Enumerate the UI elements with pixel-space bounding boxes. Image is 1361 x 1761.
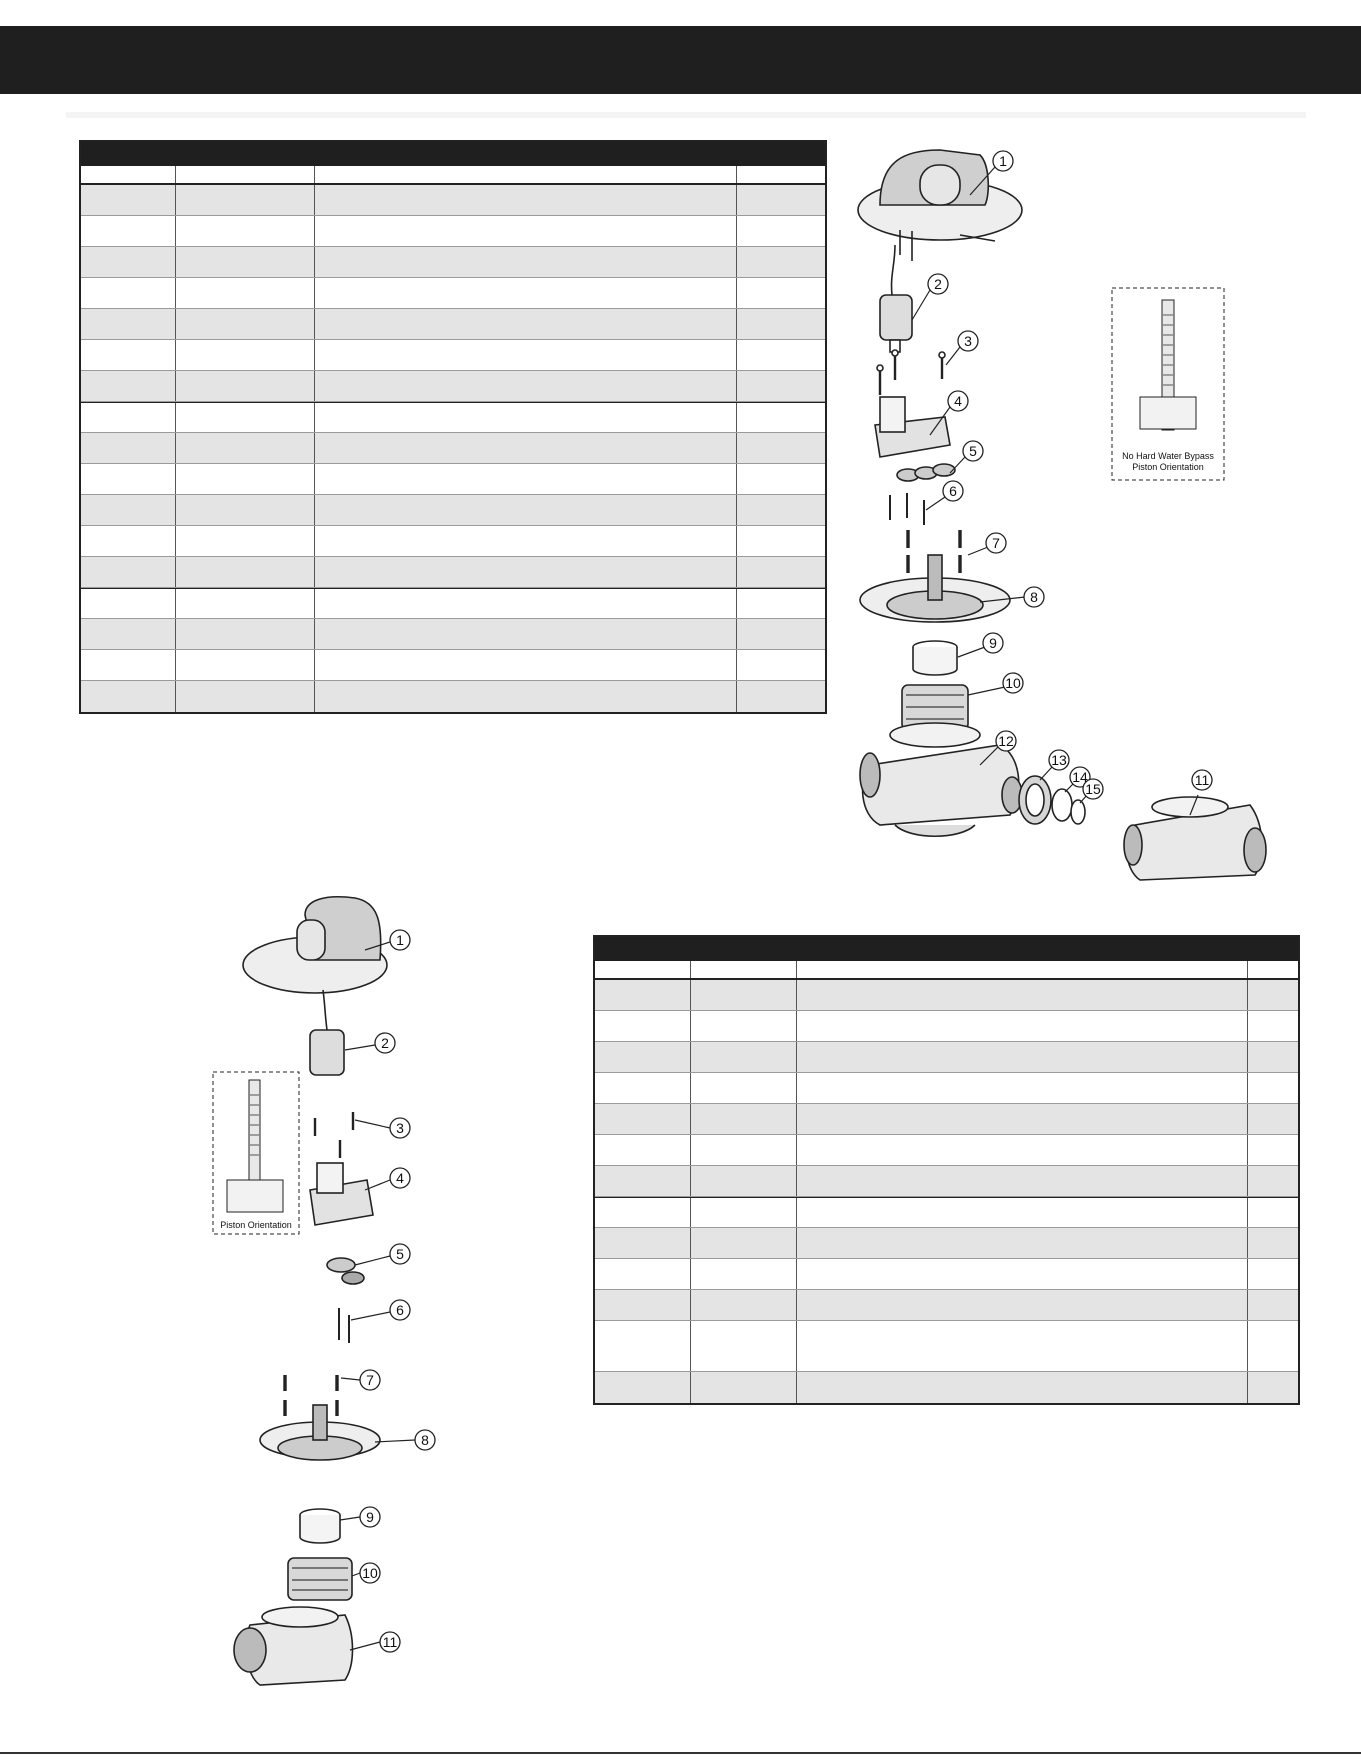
table-row — [81, 185, 825, 216]
header-cell — [1248, 961, 1298, 978]
table-row — [595, 1372, 1298, 1403]
table-row — [81, 247, 825, 278]
drive-cap-icon — [260, 1405, 380, 1460]
drive-bracket-icon — [310, 1163, 373, 1225]
exploded-diagram-top — [850, 135, 1310, 895]
callout-11: 11 — [1194, 772, 1210, 788]
motor-icon — [880, 245, 912, 352]
gear-icon — [327, 1258, 364, 1284]
table-row — [81, 371, 825, 402]
table-row — [595, 1135, 1298, 1166]
table-row — [595, 1290, 1298, 1321]
table-title-bar — [595, 937, 1298, 961]
table-row — [595, 1166, 1298, 1197]
callout-7: 7 — [992, 535, 1000, 551]
table-row — [81, 557, 825, 588]
piston-orientation-note — [213, 1072, 299, 1234]
spacer-icon — [913, 641, 957, 675]
header-cell — [737, 166, 825, 183]
table-row — [81, 495, 825, 526]
callout-7: 7 — [366, 1372, 374, 1388]
table-title-bar — [81, 142, 825, 166]
drive-bracket-icon — [875, 397, 950, 457]
header-cell — [81, 166, 176, 183]
callout-13: 13 — [1051, 752, 1067, 768]
header-rule — [66, 112, 1306, 118]
header-cell — [176, 166, 315, 183]
callout-6: 6 — [396, 1302, 404, 1318]
table-row — [595, 980, 1298, 1011]
table-row — [595, 1259, 1298, 1290]
table-row — [81, 464, 825, 495]
callout-10: 10 — [1005, 675, 1021, 691]
table-row — [81, 681, 825, 712]
callout-5: 5 — [396, 1246, 404, 1262]
pin-icon — [890, 493, 924, 525]
screw-icon — [877, 350, 945, 395]
screw-icon — [285, 1375, 337, 1416]
motor-icon — [310, 990, 344, 1075]
table-row — [595, 1011, 1298, 1042]
callout-2: 2 — [381, 1035, 389, 1051]
parts-table-top — [79, 140, 827, 714]
exploded-diagram-bottom — [205, 880, 505, 1700]
nut-icon — [1019, 776, 1051, 824]
table-row — [81, 588, 825, 619]
motor-housing-icon — [243, 897, 387, 993]
table-row — [81, 619, 825, 650]
table-row — [81, 309, 825, 340]
callout-1: 1 — [396, 932, 404, 948]
ring-icon — [1052, 789, 1072, 821]
piston-orientation-note — [1112, 288, 1224, 480]
callout-15: 15 — [1085, 781, 1101, 797]
table-row — [595, 1321, 1298, 1372]
parts-table-bottom — [593, 935, 1300, 1405]
note-line-1: No Hard Water Bypass — [1122, 451, 1214, 461]
table-header-row — [595, 961, 1298, 980]
header-cell — [315, 166, 737, 183]
note-line: Piston Orientation — [220, 1220, 292, 1230]
callout-8: 8 — [421, 1432, 429, 1448]
table-row — [595, 1228, 1298, 1259]
callout-8: 8 — [1030, 589, 1038, 605]
callout-9: 9 — [989, 635, 997, 651]
gear-icon — [897, 464, 955, 481]
drive-cap-icon — [860, 555, 1010, 622]
callout-3: 3 — [396, 1120, 404, 1136]
table-row — [81, 402, 825, 433]
callout-6: 6 — [949, 483, 957, 499]
footer-rule — [0, 1752, 1361, 1754]
note-line-2: Piston Orientation — [1132, 462, 1204, 472]
table-row — [595, 1197, 1298, 1228]
valve-body-alt-icon — [1124, 797, 1266, 880]
table-row — [81, 650, 825, 681]
callout-9: 9 — [366, 1509, 374, 1525]
table-row — [595, 1073, 1298, 1104]
header-cell — [797, 961, 1248, 978]
header-cell — [691, 961, 797, 978]
callout-12: 12 — [998, 733, 1014, 749]
table-row — [595, 1104, 1298, 1135]
table-row — [81, 526, 825, 557]
spacer-icon — [300, 1509, 340, 1543]
callout-4: 4 — [954, 393, 962, 409]
callout-2: 2 — [934, 276, 942, 292]
valve-body-icon — [234, 1607, 353, 1685]
table-row — [595, 1042, 1298, 1073]
table-row — [81, 433, 825, 464]
pin-icon — [339, 1308, 349, 1343]
table-header-row — [81, 166, 825, 185]
clip-icon — [1071, 800, 1085, 824]
top-banner — [0, 26, 1361, 94]
callout-4: 4 — [396, 1170, 404, 1186]
callout-10: 10 — [362, 1565, 378, 1581]
callout-11: 11 — [382, 1634, 398, 1650]
seal-stack-icon — [288, 1558, 352, 1600]
callout-5: 5 — [969, 443, 977, 459]
callout-1: 1 — [999, 153, 1007, 169]
callout-14: 14 — [1072, 769, 1088, 785]
table-row — [81, 216, 825, 247]
callout-3: 3 — [964, 333, 972, 349]
table-row — [81, 278, 825, 309]
table-row — [81, 340, 825, 371]
screw-icon — [315, 1112, 353, 1158]
header-cell — [595, 961, 691, 978]
